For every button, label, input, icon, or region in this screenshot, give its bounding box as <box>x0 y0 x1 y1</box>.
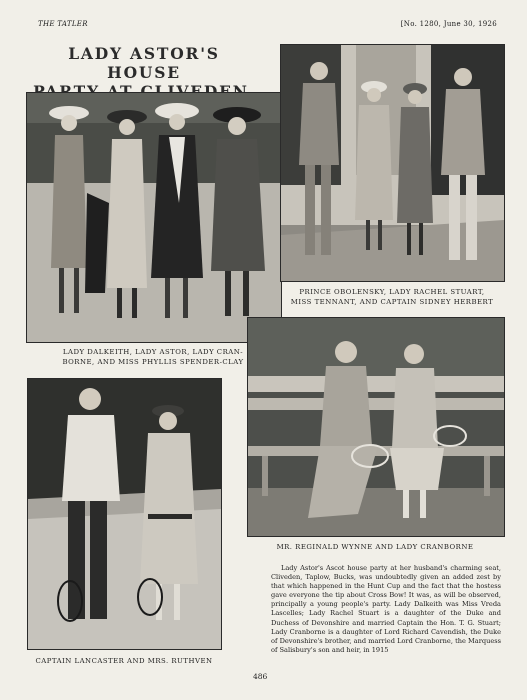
photo-terrace-group <box>280 44 505 282</box>
photo-tennis-players <box>27 378 222 650</box>
issue-info: [No. 1280, June 30, 1926 <box>400 20 497 28</box>
photo-four-ladies-image <box>27 93 281 342</box>
article-text: Lady Astor's Ascot house party at her husband's charming seat, Cliveden, Taplow, Bucks, was undoubtedly given an added zest by that which happened in the Hunt Cup and the fact that the hostess gave everyone the tip about Cross Bow! It was, as will be observed, principally a young people's party. Lady Dalkeith was Miss Vreda Lascelles; Lady Rachel Stuart is a daughter of the Duke and Duchess of Devonshire and married Captain the Hon. T. G. Stuart; Lady Cranborne is a daughter of Lord Richard Cavendish, the Duke of Devonshire's brother, and married Lord Cranborne, the Marquess of Salisbury's son and heir, in 1915 <box>271 564 501 654</box>
caption-terrace-group <box>278 287 506 307</box>
title-line-1: LADY ASTOR'S HOUSE <box>68 44 220 82</box>
magazine-name: THE TATLER <box>38 20 88 28</box>
photo-bench-pair-image <box>248 318 504 536</box>
page-number: 486 <box>253 672 268 681</box>
caption-bench-pair: MR. REGINALD WYNNE AND LADY CRANBORNE <box>276 543 474 551</box>
photo-tennis-players-image <box>28 379 221 649</box>
caption-four-ladies-line-1: LADY DALKEITH, LADY ASTOR, LADY CRAN- <box>62 348 244 356</box>
caption-terrace-group-line-1: PRINCE OBOLENSKY, LADY RACHEL STUART, <box>299 288 485 296</box>
caption-tennis-players: CAPTAIN LANCASTER AND MRS. RUTHVEN <box>35 657 213 665</box>
photo-four-ladies <box>26 92 282 343</box>
caption-terrace-group-line-2: MISS TENNANT, AND CAPTAIN SIDNEY HERBERT <box>290 298 494 306</box>
photo-terrace-group-image <box>281 45 504 281</box>
photo-bench-pair <box>247 317 505 537</box>
caption-four-ladies-line-2: BORNE, AND MISS PHYLLIS SPENDER-CLAY <box>62 358 244 366</box>
